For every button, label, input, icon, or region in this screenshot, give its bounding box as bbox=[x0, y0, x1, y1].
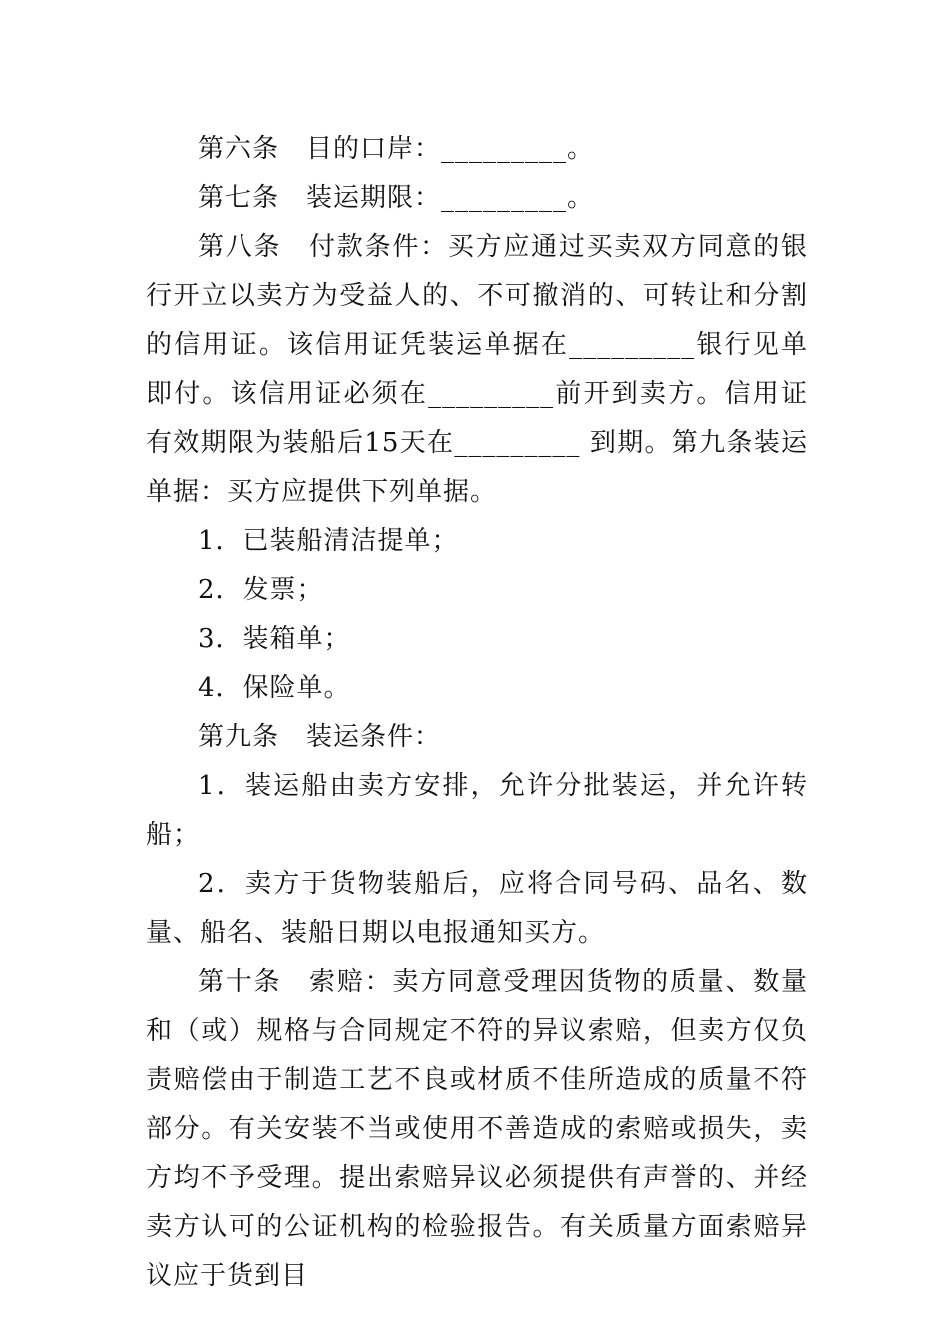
shipment-condition-1: 1．装运船由卖方安排，允许分批装运，并允许转船； bbox=[146, 771, 808, 850]
article-10-paragraph: 第十条 索赔：卖方同意受理因货物的质量、数量和（或）规格与合同规定不符的异议索赔，但卖方仅负责赔偿由于制造工艺不良或材质不佳所造成的质量不符部分。有关安装不当或使用不善造成的索赔或损失，卖方均不予受理。提出索赔异议必须提供有声誉的、并经卖方认可的公证机构的检验报告。有关质量方面索赔异议应于货到目 bbox=[146, 967, 808, 1291]
shipment-condition-2: 2．卖方于货物装船后，应将合同号码、品名、数量、船名、装船日期以电报通知买方。 bbox=[146, 869, 808, 948]
document-list-item-2: 2．发票； bbox=[198, 575, 324, 605]
article-6-paragraph: 第六条 目的口岸：_________。 bbox=[198, 134, 595, 164]
article-8-paragraph: 第八条 付款条件：买方应通过买卖双方同意的银行开立以卖方为受益人的、不可撤消的、可转让和分割的信用证。该信用证凭装运单据在_________银行见单即付。该信用证必须在_________前开到卖方。信用证有效期限为装船后15天在_________ 到期。第九条装运单据：买方应提供下列单据。 bbox=[146, 232, 808, 507]
document-list-item-1: 1．已装船清洁提单； bbox=[198, 526, 459, 556]
document-body bbox=[146, 125, 808, 1301]
document-list-item-3: 3．装箱单； bbox=[198, 624, 351, 654]
article-9-heading: 第九条 装运条件： bbox=[198, 722, 442, 752]
document-list-item-4: 4．保险单。 bbox=[198, 673, 351, 703]
article-7-paragraph: 第七条 装运期限：_________。 bbox=[198, 183, 595, 213]
